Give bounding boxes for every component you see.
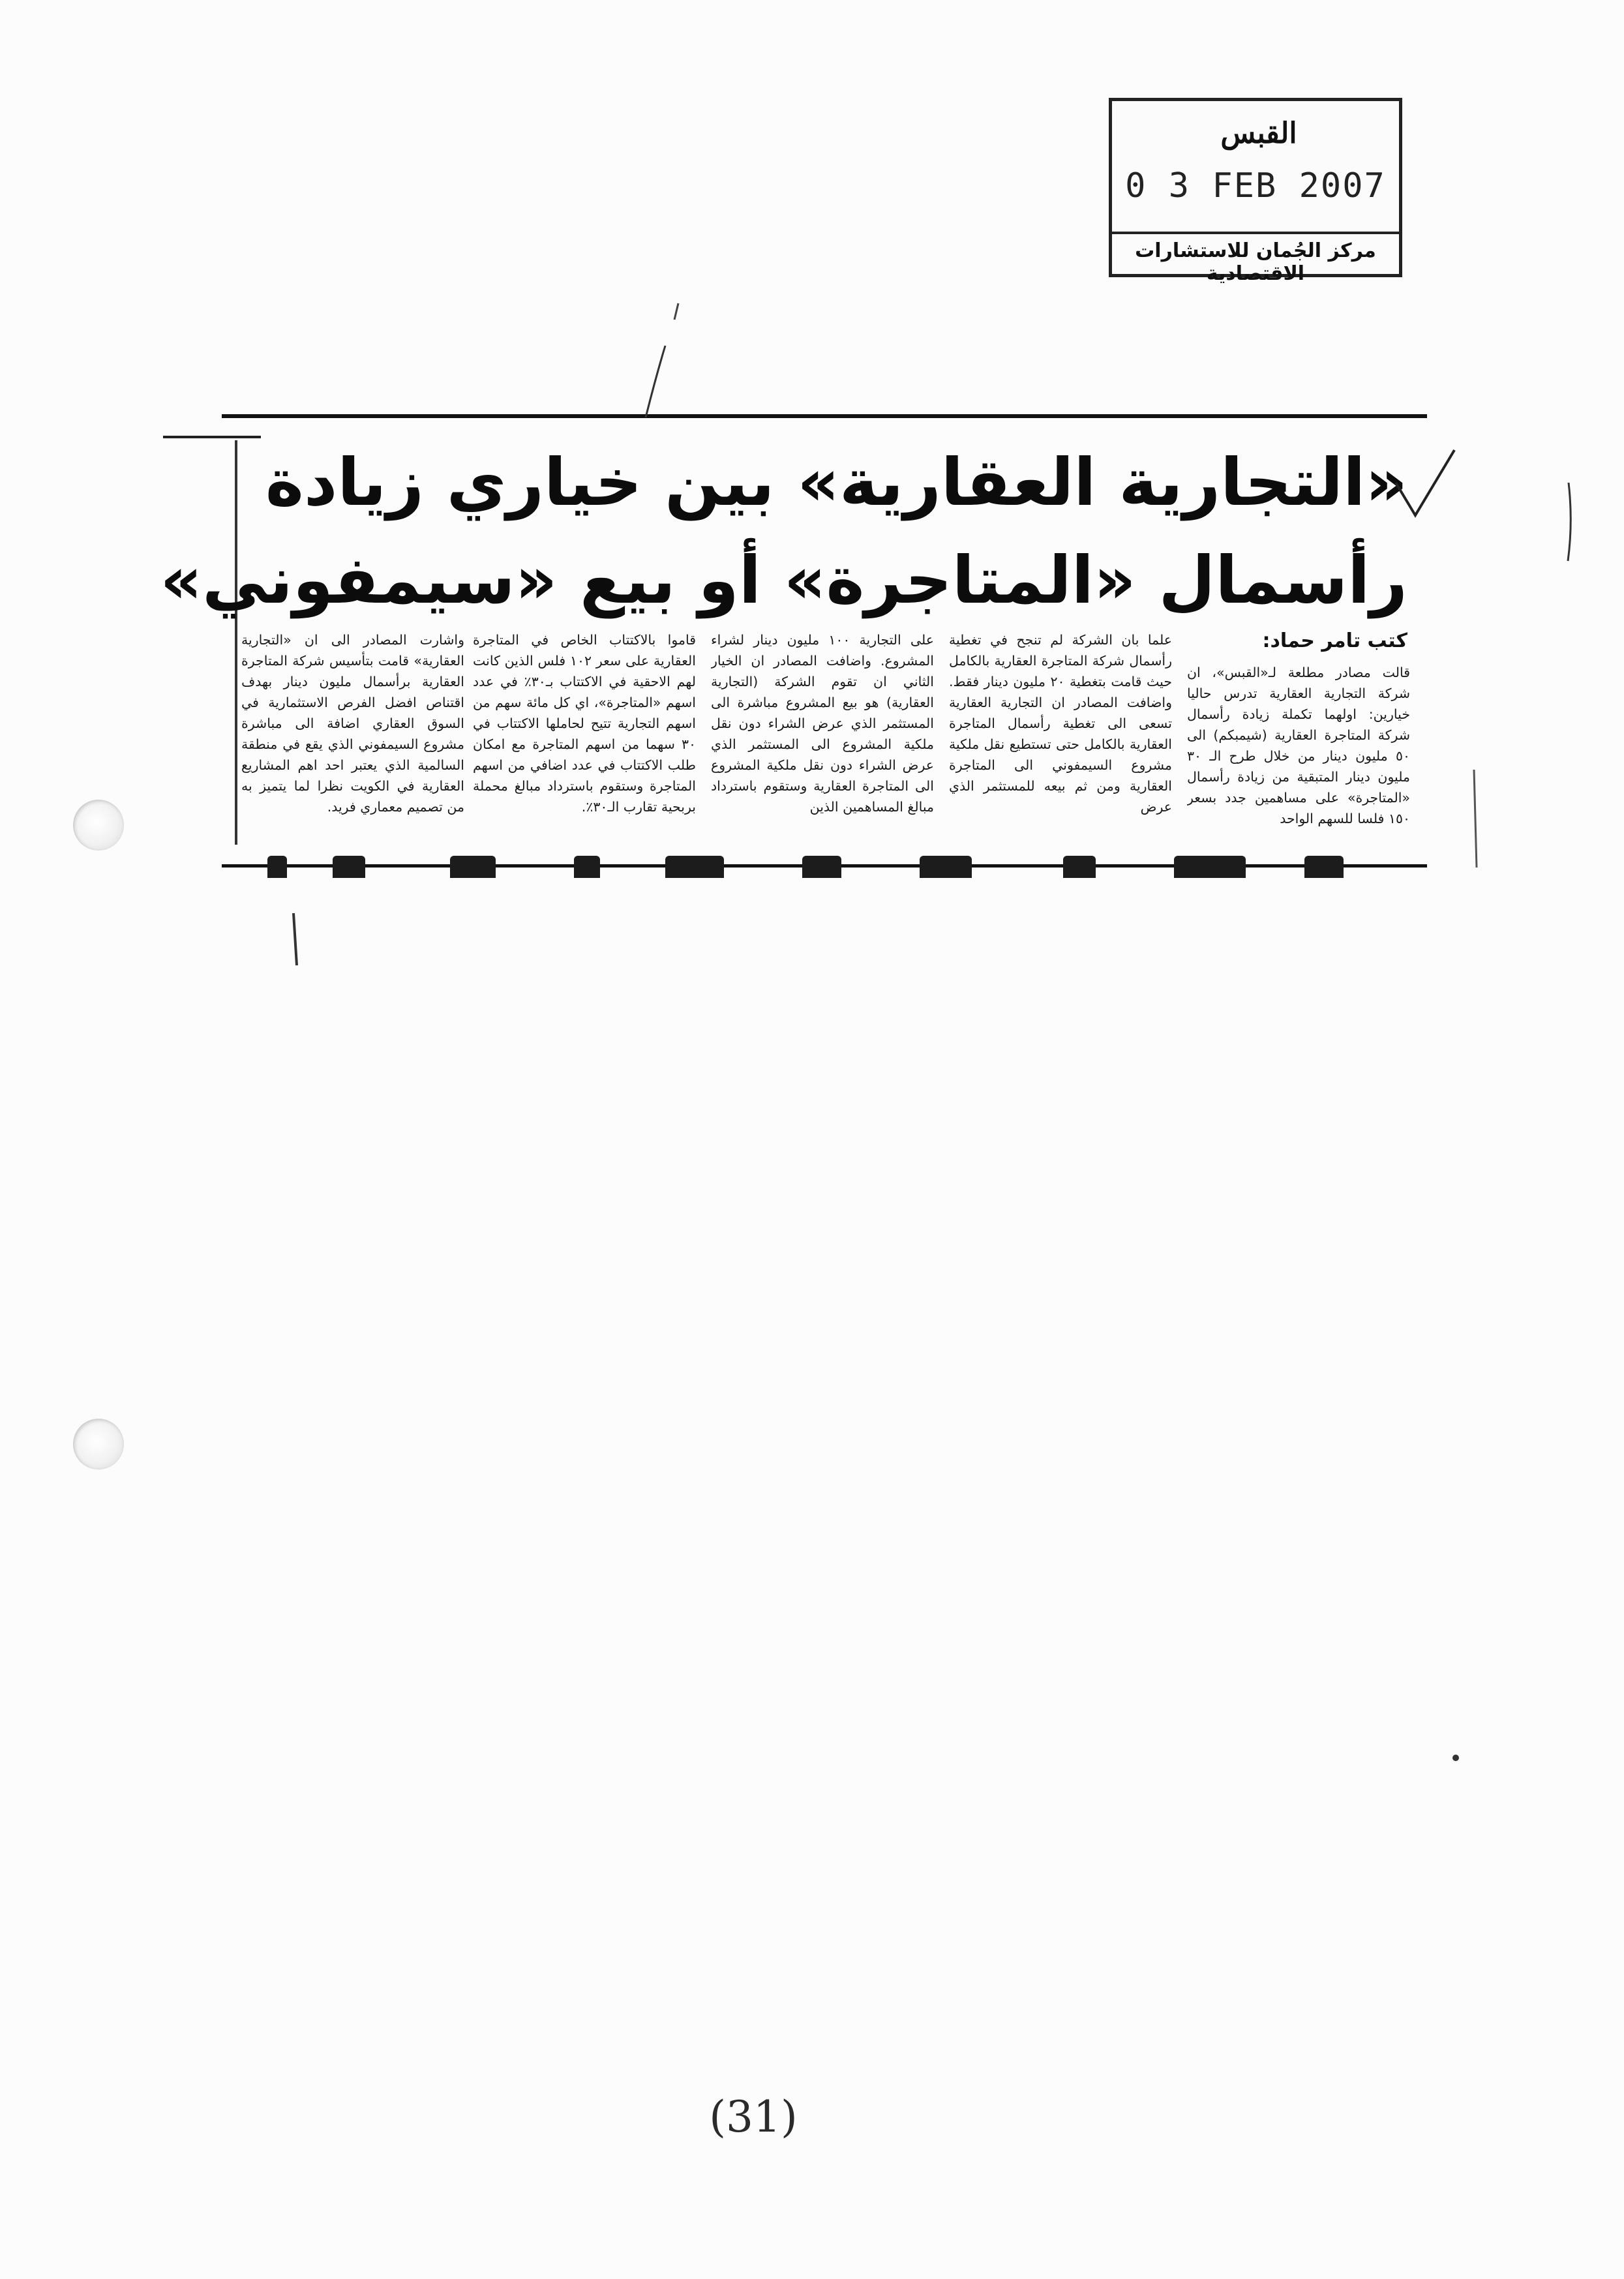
headline-line-2: رأسمال «المتاجرة» أو بيع «سيمفوني»: [160, 542, 1407, 618]
article-column-5: واشارت المصادر الى ان «التجارية العقارية» قامت بتأسيس شركة المتاجرة العقارية برأسمال مليون دينار بهدف اقتناص افضل الفرص الاستثمارية في السوق العقاري اضافة الى مباشرة مشروع السيمفوني الذي يقع في منطقة السالمية الذي يعتبر احد اهم المشاريع العقارية في الكويت نظرا لما يتميز به من تصميم معماري فريد.: [241, 632, 464, 815]
article-column-1: قالت مصادر مطلعة لـ«القبس»، ان شركة التجارية العقارية تدرس حاليا خيارين: اولهما تكملة زيادة رأسمال شركة المتاجرة العقارية (شيمبكم) الى ٥٠ مليون دينار من خلال طرح الـ ٣٠ مليون دينار المتبقية من زيادة رأسمال «المتاجرة» على مساهمين جدد بسعر ١٥٠ فلسا للسهم الواحد: [1187, 665, 1410, 826]
headline-line-1: «التجارية العقارية» بين خياري زيادة: [265, 444, 1407, 521]
article-byline: كتب تامر حماد:: [1262, 629, 1407, 652]
newspaper-logo: القبس: [1220, 116, 1297, 150]
tick-mark: [1396, 450, 1454, 515]
article-column-3: على التجارية ١٠٠ مليون دينار لشراء المشروع. واضافت المصادر ان الخيار الثاني ان تقوم الشركة (التجارية العقارية) هو بيع المشروع مباشرة الى المستثمر الذي عرض الشراء دون نقل ملكية المشروع الى المستثمر الذي عرض الشراء دون نقل ملكية المشروع الى المتاجرة العقارية وستقوم باسترداد مبالغ المساهمين الذين: [711, 632, 934, 815]
pen-bracket-bottom: [293, 913, 297, 965]
pen-right-margin-line: [1474, 770, 1477, 868]
handwritten-page-number: (31): [709, 2091, 798, 2142]
pen-margin-line: [1568, 483, 1571, 561]
pen-stroke-top: [646, 346, 665, 417]
stamp-date: 0 3 FEB 2007: [1125, 166, 1386, 205]
ink-dot: [1452, 1755, 1459, 1761]
article-column-4: قاموا بالاكتتاب الخاص في المتاجرة العقارية على سعر ١٠٢ فلس الذين كانت لهم الاحقية في الاكتتاب بـ٣٠٪ في عدد اسهم «المتاجرة»، اي كل مائة سهم من اسهم التجارية تتيح لحاملها الاكتتاب في ٣٠ سهما من اسهم المتاجرة مع امكان طلب الاكتتاب في عدد اضافي من اسهم المتاجرة وستقوم باسترداد مبالغ محملة بربحية تقارب الـ٣٠٪.: [473, 632, 696, 815]
article-column-2: علما بان الشركة لم تنجح في تغطية رأسمال شركة المتاجرة العقارية بالكامل حيث قامت بتغطية ٢٠ مليون دينار فقط. واضافت المصادر ان التجارية العقارية تسعى الى تغطية رأسمال المتاجرة العقارية بالكامل حتى تستطيع نقل ملكية مشروع السيمفوني الى المتاجرة العقارية ومن ثم بيعه للمستثمر الذي عرض: [949, 632, 1172, 815]
stamp-organization: مركز الجُمان للاستشارات الاقتصادية: [1135, 239, 1376, 285]
pen-dash-top: [674, 303, 678, 320]
